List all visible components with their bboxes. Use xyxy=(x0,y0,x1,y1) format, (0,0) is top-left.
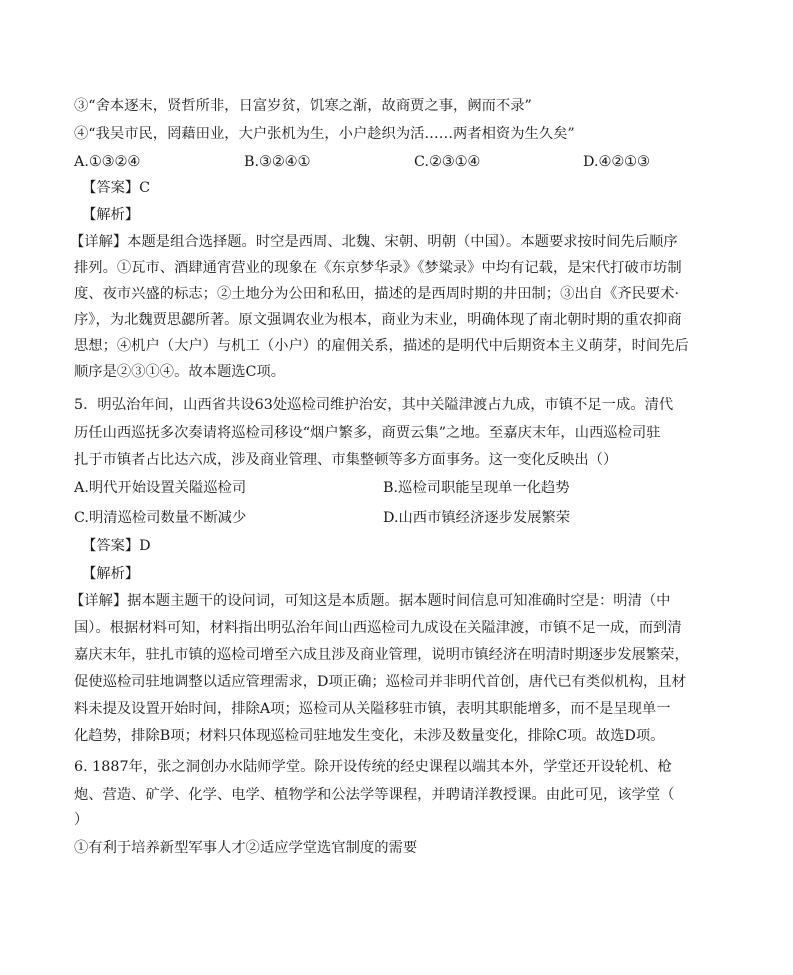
q6-stem-line: 6. 1887年，张之洞创办水陆师学堂。除开设传统的经史课程以端其本外，学堂还开设轮机、枪 xyxy=(74,759,672,775)
q6-stem-line: 炮、营造、矿学、化学、电学、植物学和公法学等课程，并聘请洋教授课。由此可见，该学堂（ xyxy=(74,787,675,803)
q4-detail-line: 思想；④机户（大户）与机工（小户）的雇佣关系，描述的是明代中后期资本主义萌芽，时间先后 xyxy=(74,338,689,354)
q5-option-c: C.明清巡检司数量不断减少 xyxy=(74,510,247,526)
q5-option-b: B.巡检司职能呈现单一化趋势 xyxy=(383,480,570,496)
q4-detail-line: 【详解】本题是组合选择题。时空是西周、北魏、宋朝、明朝（中国）。本题要求按时间先后顺序 xyxy=(70,234,678,250)
q5-answer: 【答案】D xyxy=(82,538,151,554)
q5-option-d: D.山西市镇经济逐步发展繁荣 xyxy=(383,510,571,526)
q4-option-c: C.②③①④ xyxy=(414,154,481,170)
q5-analysis-label: 【解析】 xyxy=(82,566,140,582)
q6-stem-line: ） xyxy=(74,812,89,828)
q4-detail-line: 度、夜市兴盛的标志；②土地分为公田和私田，描述的是西周时期的井田制；③出自《齐民要术· xyxy=(74,286,680,302)
q5-stem-line: 历任山西巡抚多次奏请将巡检司移设“烟户繁多，商贾云集”之地。至嘉庆末年，山西巡检司驻 xyxy=(74,425,661,441)
q5-detail-line: 促使巡检司驻地调整以适应管理需求，D项正确；巡检司并非明代首创，唐代已有类似机构，且材 xyxy=(74,674,686,690)
q4-analysis-label: 【解析】 xyxy=(82,207,140,223)
q5-detail-line: 国）。根据材料可知，材料指出明弘治年间山西巡检司九成设在关隘津渡，市镇不足一成，而到清 xyxy=(74,620,682,636)
q4-item-3: ③“舍本逐末，贤哲所非，日富岁贫，饥寒之渐，故商贾之事，阙而不录” xyxy=(74,98,532,114)
q4-option-d: D.④②①③ xyxy=(583,154,650,170)
q4-answer: 【答案】C xyxy=(82,180,151,196)
q5-stem-line: 5．明弘治年间，山西省共设63处巡检司维护治安，其中关隘津渡占九成，市镇不足一成。清代 xyxy=(74,397,674,413)
q4-detail-line: 序》，为北魏贾思勰所著。原文强调农业为根本，商业为末业，明确体现了南北朝时期的重农抑商 xyxy=(74,312,682,328)
q4-option-a: A.①③②④ xyxy=(74,154,141,170)
q5-detail-line: 【详解】据本题主题干的设问词，可知这是本质题。据本题时间信息可知准确时空是：明清（中 xyxy=(70,593,671,609)
q5-detail-line: 料未提及设置开始时间，排除A项；巡检司从关隘移驻市镇，表明其职能增多，而不是呈现单一 xyxy=(74,701,671,717)
q5-detail-line: 嘉庆末年，驻扎市镇的巡检司增至六成且涉及商业管理，说明市镇经济在明清时期逐步发展繁荣， xyxy=(74,647,689,663)
q4-detail-line: 顺序是②③①④。故本题选C项。 xyxy=(74,364,286,380)
q4-item-4: ④“我吴市民，罔藉田业，大户张机为生，小户趁织为活……两者相资为生久矣” xyxy=(74,126,575,142)
q5-option-a: A.明代开始设置关隘巡检司 xyxy=(74,480,247,496)
q4-detail-line: 排列。①瓦市、酒肆通宵营业的现象在《东京梦华录》《梦粱录》中均有记载，是宋代打破市坊制 xyxy=(74,260,682,276)
q4-option-b: B.③②④① xyxy=(244,154,311,170)
q6-item-1-2: ①有利于培养新型军事人才②适应学堂选官制度的需要 xyxy=(74,840,418,856)
q5-detail-line: 化趋势，排除B项；材料只体现巡检司驻地发生变化，未涉及数量变化，排除C项。故选D项。 xyxy=(74,728,665,744)
q5-stem-line: 扎于市镇者占比达六成，涉及商业管理、市集整顿等多方面事务。这一变化反映出（） xyxy=(74,452,618,468)
